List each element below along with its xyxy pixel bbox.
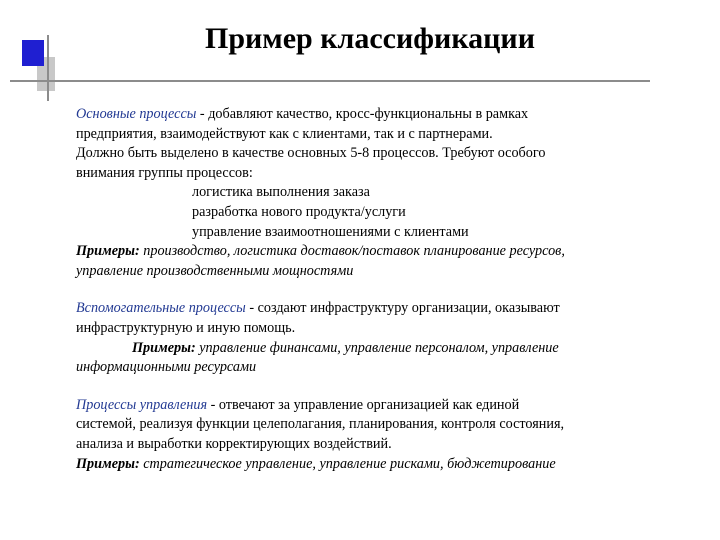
core-line-1: [76, 105, 676, 125]
management-definition-text: - отвечают за управление организацией как единой: [207, 396, 520, 413]
support-processes-term: Вспомогательные процессы: [76, 300, 246, 317]
core-examples-line-2: управление производственными мощностями: [76, 262, 354, 279]
support-examples-label: Примеры:: [132, 339, 196, 356]
management-processes-term: Процессы управления: [76, 396, 208, 413]
support-definition-text: - создают инфраструктуру организации, оказывают: [245, 300, 560, 317]
core-group-item: логистика выполнения заказа: [192, 184, 370, 201]
page-title: Пример классификации: [205, 22, 535, 55]
core-examples-text: производство, логистика доставок/поставок планирование ресурсов,: [139, 243, 565, 260]
core-examples-line-1: [76, 242, 676, 262]
core-processes-section: [76, 105, 676, 281]
core-group-item: управление взаимоотношениями с клиентами: [192, 223, 469, 240]
management-examples-text: стратегическое управление, управление рисками, бюджетирование: [139, 455, 556, 472]
support-examples-line-2: информационными ресурсами: [76, 359, 257, 376]
slide-body: [76, 105, 676, 474]
support-examples-text: управление финансами, управление персоналом, управление: [195, 339, 559, 356]
core-definition-text: - добавляют качество, кросс-функциональны в рамках: [196, 106, 529, 122]
management-examples-label: Примеры:: [76, 455, 140, 472]
support-line-1: [76, 299, 676, 319]
core-line-3: Должно быть выделено в качестве основных 5-8 процессов. Требуют особого: [76, 145, 546, 162]
decoration-horizontal-line: [10, 80, 650, 82]
core-line-2: предприятия, взаимодействуют как с клиентами, так и с партнерами.: [76, 125, 493, 142]
management-examples-line: [76, 455, 676, 475]
support-examples-line-1: [76, 339, 676, 359]
management-line-1: [76, 396, 676, 416]
management-line-3: анализа и выработки корректирующих воздействий.: [76, 435, 392, 452]
decoration-blue-square: [22, 40, 44, 66]
management-processes-section: [76, 396, 676, 474]
core-line-4: внимания группы процессов:: [76, 164, 253, 181]
support-line-2: инфраструктурную и иную помощь.: [76, 319, 296, 336]
decoration-vertical-line: [47, 35, 49, 101]
core-examples-label: Примеры:: [76, 243, 140, 260]
core-group-item: разработка нового продукта/услуги: [192, 203, 406, 220]
management-line-2: системой, реализуя функции целеполагания, планирования, контроля состояния,: [76, 416, 565, 433]
core-processes-term: Основные процессы: [76, 106, 197, 122]
support-processes-section: [76, 299, 676, 377]
